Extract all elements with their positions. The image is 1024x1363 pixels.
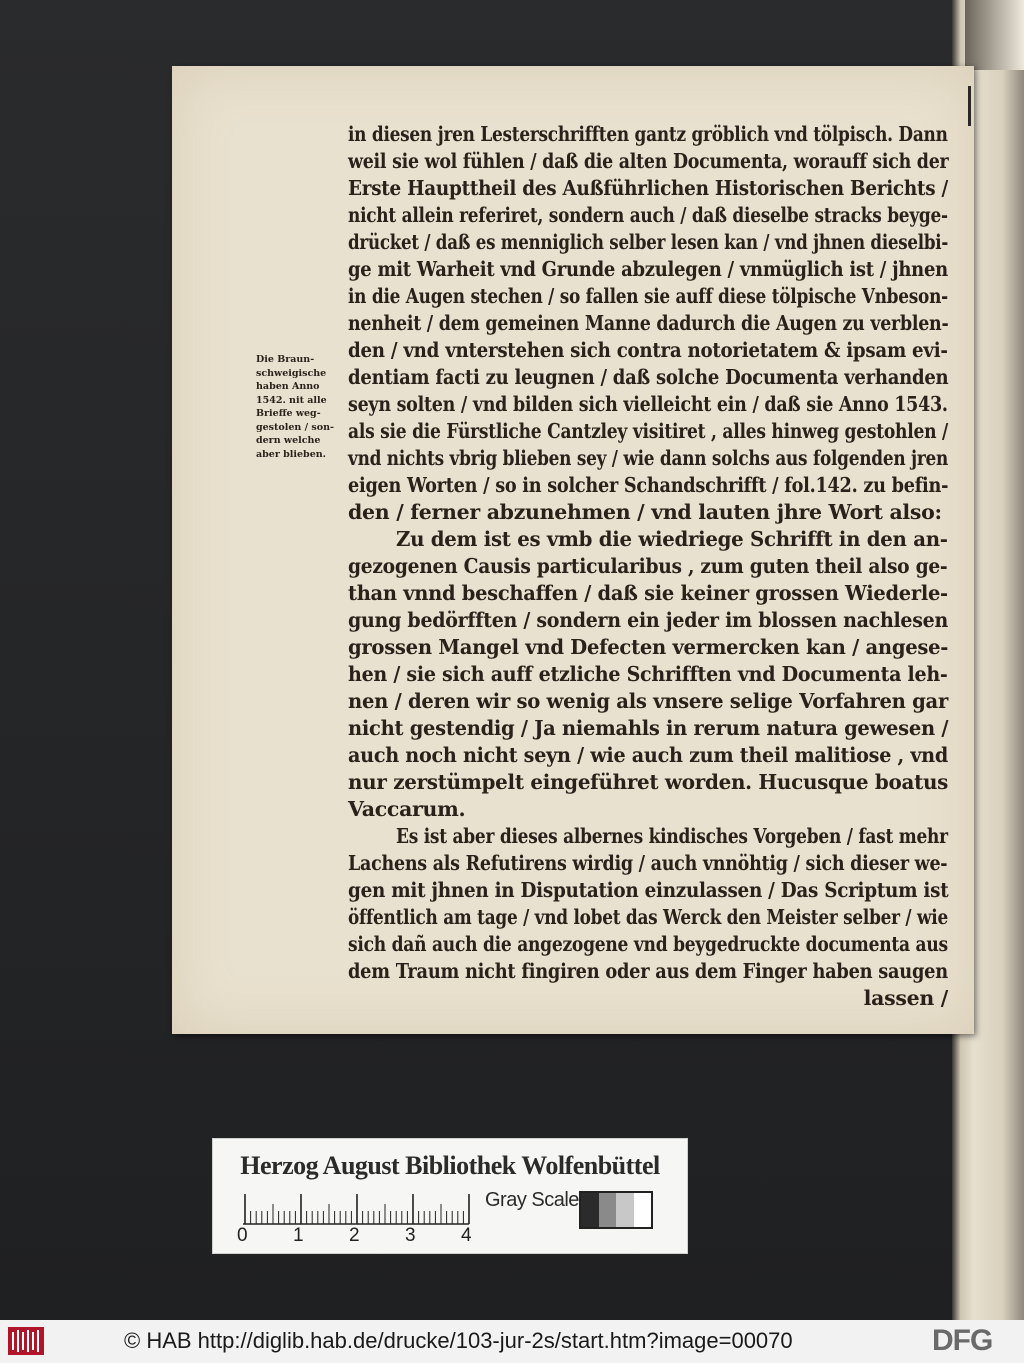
ruler xyxy=(243,1193,475,1225)
book-page xyxy=(172,66,974,1034)
gray-swatch xyxy=(634,1193,652,1227)
text-line: nicht allein referiret, sondern auch / daß dieselbe stracks beyge- xyxy=(348,203,948,227)
gray-scale-swatches xyxy=(579,1191,653,1229)
text-line: in diesen jren Lesterschrifften gantz gröblich vnd tölpisch. Dann xyxy=(348,122,948,146)
text-line: hen / sie sich auff etzliche Schrifften vnd Documenta leh- xyxy=(348,662,948,686)
text-line: nenheit / dem gemeinen Manne dadurch die Augen zu verblen- xyxy=(348,311,949,335)
text-line: drücket / daß es menniglich selber lesen kan / vnd jhnen dieselbi- xyxy=(348,230,949,254)
gray-scale-label: Gray Scale xyxy=(485,1189,579,1211)
text-line: als sie die Fürstliche Cantzley visitiret , alles hinweg gestohlen / xyxy=(348,419,948,443)
ruler-number: 4 xyxy=(461,1225,472,1246)
margin-note-line: schweigische xyxy=(256,367,327,379)
gray-swatch xyxy=(581,1193,599,1227)
text-line: than vnnd beschaffen / daß sie keiner grossen Wiederle- xyxy=(348,581,948,605)
text-line: grossen Mangel vnd Defecten vermercken kan / angese- xyxy=(348,635,949,659)
text-line: sich dañ auch die angezogene vnd beygedruckte documenta aus xyxy=(348,932,948,956)
margin-note-line: dern welche xyxy=(256,435,321,446)
text-line: nicht gestendig / Ja niemahls in rerum natura gewesen / xyxy=(348,716,949,740)
dfg-logo: DFG xyxy=(932,1324,993,1357)
text-line: dem Traum nicht fingiren oder aus dem Finger haben saugen xyxy=(348,959,948,983)
margin-note-line: Die Braun- xyxy=(256,354,315,365)
ruler-number: 2 xyxy=(349,1225,360,1246)
gray-swatch xyxy=(599,1193,617,1227)
text-line: Es ist aber dieses albernes kindisches Vorgeben / fast mehr xyxy=(396,824,948,848)
footer-source-link[interactable]: © HAB http://diglib.hab.de/drucke/103-jur-2s/start.htm?image=00070 xyxy=(124,1328,793,1353)
text-line: gung bedörfften / sondern ein jeder im blossen nachlesen xyxy=(348,608,949,632)
ruler-number: 1 xyxy=(293,1225,304,1246)
text-line: Erste Haupttheil des Außführlichen Historischen Berichts / xyxy=(348,176,948,200)
text-line: in die Augen stechen / so fallen sie auff diese tölpische Vnbeson- xyxy=(348,284,948,308)
text-line: öffentlich am tage / vnd lobet das Werck den Meister selber / wie xyxy=(348,905,948,929)
margin-note-line: gestolen / son- xyxy=(256,421,334,433)
text-line: den / ferner abzunehmen / vnd lauten jhre Wort also: xyxy=(348,500,942,524)
margin-note-line: aber blieben. xyxy=(256,448,326,460)
margin-note-line: 1542. nit alle xyxy=(256,394,327,406)
margin-note-line: Brieffe weg- xyxy=(256,408,321,419)
text-line: nen / deren wir so wenig als vnsere selige Vorfahren gar xyxy=(348,689,948,713)
text-line: seyn solten / vnd bilden sich vielleicht ein / daß sie Anno 1543. xyxy=(348,392,948,416)
text-line: Zu dem ist es vmb die wiedriege Schrifft in den an- xyxy=(396,527,948,551)
color-reference-card xyxy=(212,1138,688,1254)
text-line: Lachens als Refutirens wirdig / auch vnnöhtig / sich dieser we- xyxy=(348,851,948,875)
text-line: auch noch nicht seyn / wie auch zum theil malitiose , vnd xyxy=(348,743,948,767)
text-line: den / vnd vnterstehen sich contra notorietatem & ipsam evi- xyxy=(348,338,948,362)
text-line: dentiam facti zu leugnen / daß solche Documenta verhanden xyxy=(348,365,949,389)
ruler-number: 0 xyxy=(237,1225,248,1246)
text-line: Vaccarum. xyxy=(348,797,466,821)
text-line: vnd nichts vbrig blieben sey / wie dann solchs aus folgenden jren xyxy=(348,446,949,470)
hab-logo-icon xyxy=(8,1327,44,1355)
catchword: lassen / xyxy=(863,986,948,1010)
page-edge-mark xyxy=(968,86,971,126)
margin-note-line: haben Anno xyxy=(256,381,320,392)
footer-bar xyxy=(0,1320,1024,1363)
next-leaf-edge xyxy=(965,0,1024,70)
text-line: gezogenen Causis particularibus , zum guten theil also ge- xyxy=(348,554,948,578)
ruler-ticks xyxy=(243,1193,475,1225)
text-line: ge mit Warheit vnd Grunde abzulegen / vnmüglich ist / jhnen xyxy=(348,257,948,281)
text-line: eigen Worten / so in solcher Schandschrifft / fol.142. zu befin- xyxy=(348,473,949,497)
library-name: Herzog August Bibliothek Wolfenbüttel xyxy=(240,1151,660,1180)
text-line: weil sie wol fühlen / daß die alten Documenta, worauff sich der xyxy=(348,149,949,173)
ruler-number: 3 xyxy=(405,1225,416,1246)
text-line: nur zerstümpelt eingeführet worden. Hucusque boatus xyxy=(348,770,949,794)
gray-swatch xyxy=(616,1193,634,1227)
text-line: gen mit jhnen in Disputation einzulassen / Das Scriptum ist xyxy=(348,878,949,902)
